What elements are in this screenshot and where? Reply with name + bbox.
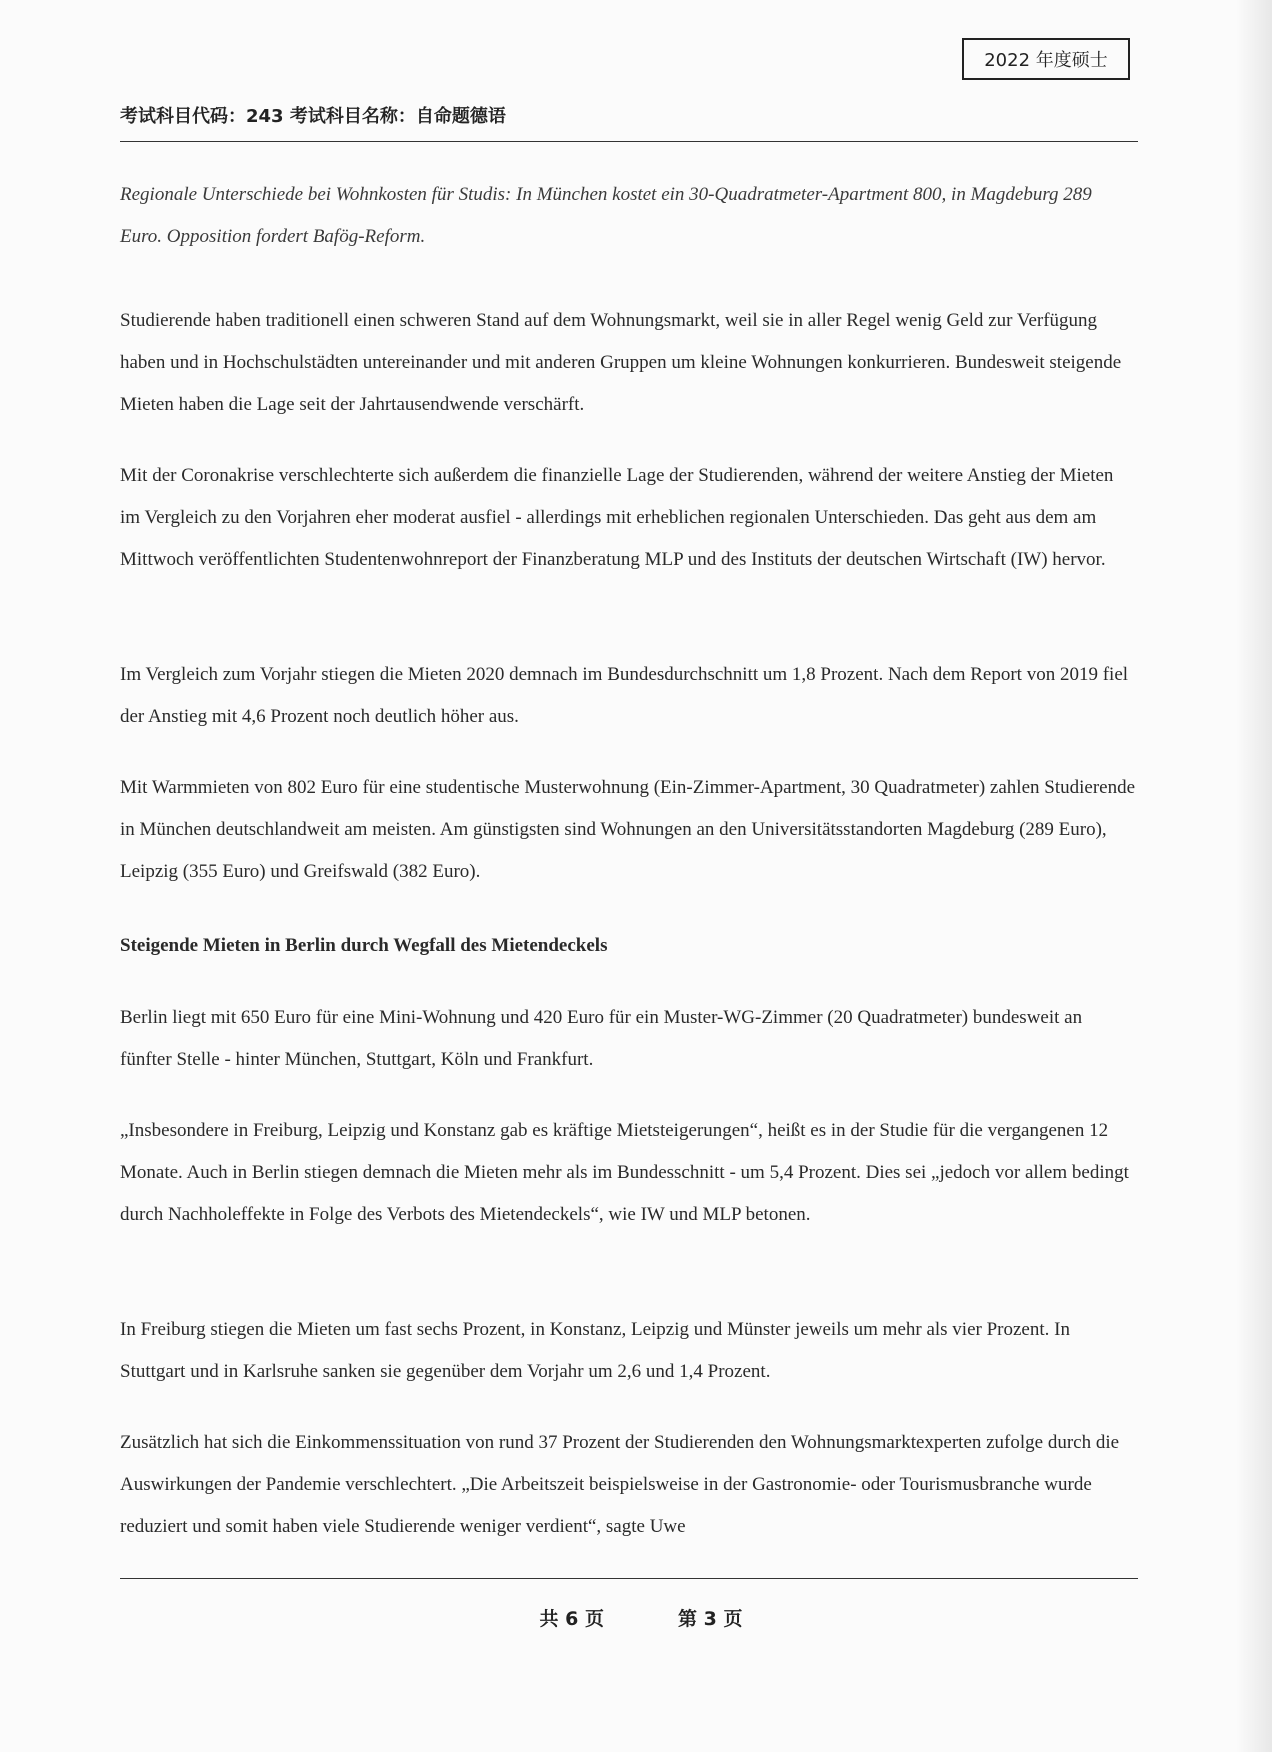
paragraph-8 bbox=[120, 1422, 1138, 1548]
year-label-box bbox=[962, 38, 1130, 80]
lead-text: Regionale Unterschiede bei Wohnkosten für Studis: In München kostet ein 30-Quadratmeter-Apartment 800, in Magdeburg 289 Euro. Opposition fordert Bafög-Reform. bbox=[120, 184, 1092, 247]
paragraph-6 bbox=[120, 1110, 1138, 1236]
header-divider bbox=[120, 141, 1138, 142]
paragraph-2 bbox=[120, 455, 1138, 581]
paragraph-text: Im Vergleich zum Vorjahr stiegen die Mieten 2020 demnach im Bundesdurchschnitt um 1,8 Prozent. Nach dem Report von 2019 fiel der Anstieg mit 4,6 Prozent noch deutlich höher aus. bbox=[120, 664, 1129, 727]
current-page: 第 3 页 bbox=[678, 1608, 743, 1630]
article-lead bbox=[120, 174, 1138, 258]
section-subheading: Steigende Mieten in Berlin durch Wegfall des Mietendeckels bbox=[120, 935, 608, 956]
paragraph-7 bbox=[120, 1309, 1138, 1393]
paragraph-text: In Freiburg stiegen die Mieten um fast sechs Prozent, in Konstanz, Leipzig und Münster jeweils um mehr als vier Prozent. In Stuttgart und in Karlsruhe sanken sie gegenüber dem Vorjahr um 2,6 und 1,4 Prozent. bbox=[120, 1319, 1070, 1382]
paragraph-text: Zusätzlich hat sich die Einkommenssituation von rund 37 Prozent der Studierenden den Wohnungsmarktexperten zufolge durch die Auswirkungen der Pandemie verschlechtert. „Die Arbeitszeit beispielsweise in der Gastronomie- oder Tourismusbranche wurde reduziert und somit haben viele Studierende weniger verdient“, sagte Uwe bbox=[120, 1432, 1120, 1537]
paragraph-5 bbox=[120, 997, 1138, 1081]
page-footer bbox=[0, 1604, 1272, 1631]
paragraph-text: „Insbesondere in Freiburg, Leipzig und Konstanz gab es kräftige Mietsteigerungen“, heißt es in der Studie für die vergangenen 12 Monate. Auch in Berlin stiegen demnach die Mieten mehr als im Bundesschnitt - um 5,4 Prozent. Dies sei „jedoch vor allem bedingt durch Nachholeffekte in Folge des Verbots des Mietendeckels“, wie IW und MLP betonen. bbox=[120, 1120, 1129, 1225]
paragraph-text: Studierende haben traditionell einen schweren Stand auf dem Wohnungsmarkt, weil sie in aller Regel wenig Geld zur Verfügung haben und in Hochschulstädten untereinander und mit anderen Gruppen um kleine Wohnungen konkurrieren. Bundesweit steigende Mieten haben die Lage seit der Jahrtausendwende verschärft. bbox=[120, 310, 1122, 415]
year-label: 2022 年度硕士 bbox=[984, 50, 1108, 71]
paragraph-4 bbox=[120, 767, 1138, 893]
total-pages: 共 6 页 bbox=[539, 1608, 604, 1630]
footer-divider bbox=[120, 1578, 1138, 1579]
exam-subject-header: 考试科目代码：243 考试科目名称：自命题德语 bbox=[120, 106, 506, 127]
paragraph-text: Mit der Coronakrise verschlechterte sich außerdem die finanzielle Lage der Studierenden, während der weitere Anstieg der Mieten im Vergleich zu den Vorjahren eher moderat ausfiel - allerdings mit erheblichen regionalen Unterschieden. Das geht aus dem am Mittwoch veröffentlichten Studentenwohnreport der Finanzberatung MLP und des Instituts der deutschen Wirtschaft (IW) hervor. bbox=[120, 465, 1114, 570]
scan-edge-shadow bbox=[1236, 0, 1272, 1752]
paragraph-text: Mit Warmmieten von 802 Euro für eine studentische Musterwohnung (Ein-Zimmer-Apartment, 30 Quadratmeter) zahlen Studierende in München deutschlandweit am meisten. Am günstigsten sind Wohnungen an den Universitätsstandorten Magdeburg (289 Euro), Leipzig (355 Euro) und Greifswald (382 Euro). bbox=[120, 777, 1136, 882]
paragraph-3 bbox=[120, 654, 1138, 738]
paragraph-1 bbox=[120, 300, 1138, 426]
paragraph-text: Berlin liegt mit 650 Euro für eine Mini-Wohnung und 420 Euro für ein Muster-WG-Zimmer (20 Quadratmeter) bundesweit an fünfter Stelle - hinter München, Stuttgart, Köln und Frankfurt. bbox=[120, 1007, 1083, 1070]
